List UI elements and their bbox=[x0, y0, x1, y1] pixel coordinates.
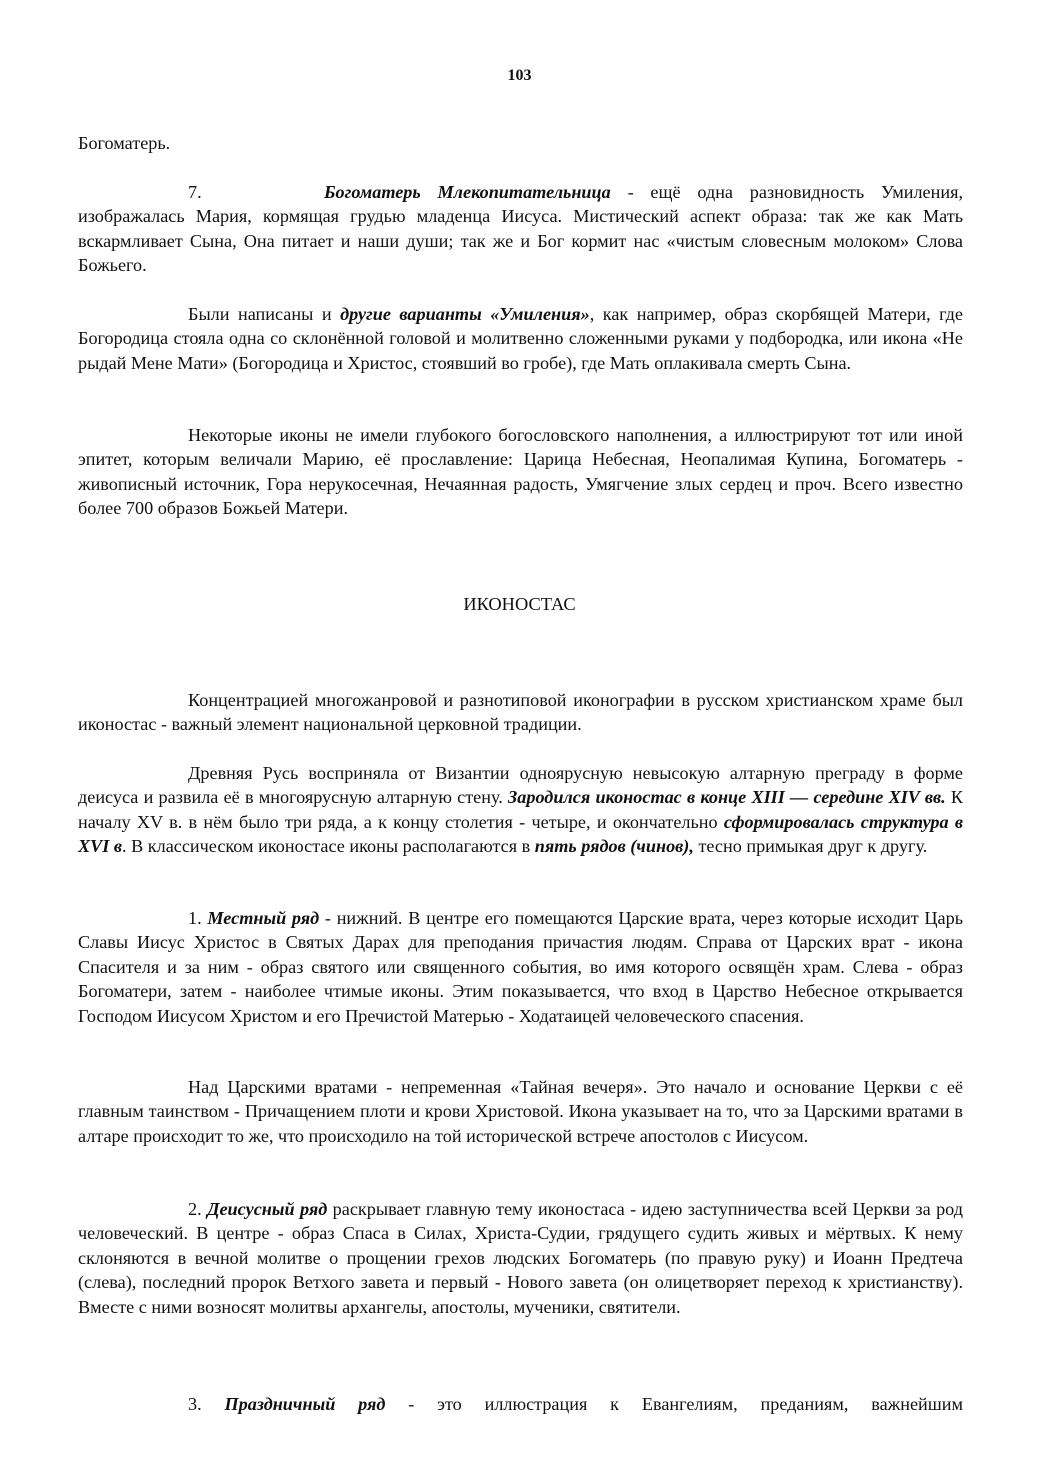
term-origin-date: Зародился иконостас в конце XIII — середине XIV вв. bbox=[508, 787, 946, 808]
section-heading: ИКОНОСТАС bbox=[463, 594, 576, 614]
item-number: 1. bbox=[188, 908, 208, 928]
paragraph-deesis-row bbox=[78, 1197, 963, 1319]
text-fragment: Древняя Русь восприняла от Византии одноярусную невысокую алтарную преграду в форме деисуса и развила её в многоярусную алтарную стену. bbox=[78, 763, 963, 808]
paragraph-last-supper: Над Царскими вратами - непременная «Тайная вечеря». Это начало и основание Церкви с её главным таинством - Причащением плоти и крови Христовой. Икона указывает на то, что за Царскими вратами в алтаре происходит то же, что происходило на той исторической встрече апостолов с Иисусом. bbox=[78, 1077, 963, 1146]
item-text: - это иллюстрация к Евангелиям, преданиям, важнейшим bbox=[385, 1394, 963, 1414]
paragraph-feast-row bbox=[78, 1392, 963, 1416]
term-deesis-row: Деисусный ряд bbox=[207, 1199, 328, 1219]
item-text: - нижний. В центре его помещаются Царские врата, через которые исходит Царь Славы Иисус Христос в Святых Дарах для преподания причастия людям. Справа от Царских врат - икона Спасителя и за ним - образ святого или священного события, во имя которого освящён храм. Слева - образ Богоматери, затем - наиболее чтимые иконы. Этим показывается, что вход в Царство Небесное открывается Господом Иисусом Христом и его Пречистой Матерью - Ходатаицей человеческого спасения. bbox=[78, 908, 964, 1026]
term-five-rows: пять рядов (чинов), bbox=[534, 836, 694, 857]
text-fragment: . В классическом иконостасе иконы располагаются в bbox=[122, 836, 535, 857]
text-fragment: Были написаны и bbox=[188, 304, 341, 324]
paragraph-local-row bbox=[78, 906, 963, 1028]
item-number: 2. bbox=[188, 1199, 208, 1219]
paragraph-item-7 bbox=[78, 180, 963, 278]
term-other-variants: другие варианты «Умиления» bbox=[340, 304, 590, 324]
text-fragment: тесно примыкая друг к другу. bbox=[693, 836, 928, 857]
term-structure-formed: сформировалась структура в XVI в bbox=[78, 811, 963, 857]
text-fragment: , как например, образ скорбящей Матери, где Богородица стояла одна со склонённой головой и молитвенно сложенными руками у подбородка, или икона «Не рыдай Мене Мати» (Богородица и Христос, стоявший во гробе), где Мать оплакивала смерть Сына. bbox=[78, 304, 963, 373]
item-text: раскрывает главную тему иконостаса - идею заступничества всей Церкви за род человеческий. В центре - образ Спаса в Силах, Христа-Судии, грядущего судить живых и мёртвых. К нему склоняются в вечной молитве о прощении грехов людских Богоматерь (по правую руку) и Иоанн Предтеча (слева), последний пророк Ветхого завета и первый - Нового завета (он олицетворяет переход к христианству). Вместе с ними возносят молитвы архангелы, апостолы, мученики, святители. bbox=[78, 1199, 964, 1317]
term-mlekopitatelnitsa: Богоматерь Млекопитательница bbox=[324, 182, 611, 202]
paragraph-history bbox=[78, 761, 963, 859]
paragraph-iconostasis-intro: Концентрацией многожанровой и разнотиповой иконографии в русском христианском храме был иконостас - важный элемент национальной церковной традиции. bbox=[78, 690, 963, 735]
term-local-row: Местный ряд bbox=[207, 908, 320, 928]
item-number: 3. bbox=[188, 1394, 225, 1414]
page-number: 103 bbox=[507, 67, 532, 84]
text-fragment: К началу XV в. в нём было три ряда, а к концу столетия - четыре, и окончательно bbox=[78, 787, 963, 832]
term-feast-row: Праздничный ряд bbox=[224, 1394, 386, 1414]
item-text: - ещё одна разновидность Умиления, изображалась Мария, кормящая грудью младенца Иисуса. Мистический аспект образа: так же как Мать вскармливает Сына, Она питает и наши души; так же и Бог кормит нас «чистым словесным молоком» Слова Божьего. bbox=[78, 182, 963, 276]
item-number: 7. bbox=[188, 182, 202, 202]
paragraph-epithets: Некоторые иконы не имели глубокого богословского наполнения, а иллюстрируют тот или иной эпитет, которым величали Марию, её прославление: Царица Небесная, Неопалимая Купина, Богоматерь - живописный источник, Гора нерукосечная, Нечаянная радость, Умягчение злых сердец и проч. Всего известно более 700 образов Божьей Матери. bbox=[78, 425, 963, 519]
paragraph-continuation: Богоматерь. bbox=[78, 133, 171, 153]
paragraph-umileniya-variants bbox=[78, 302, 963, 375]
